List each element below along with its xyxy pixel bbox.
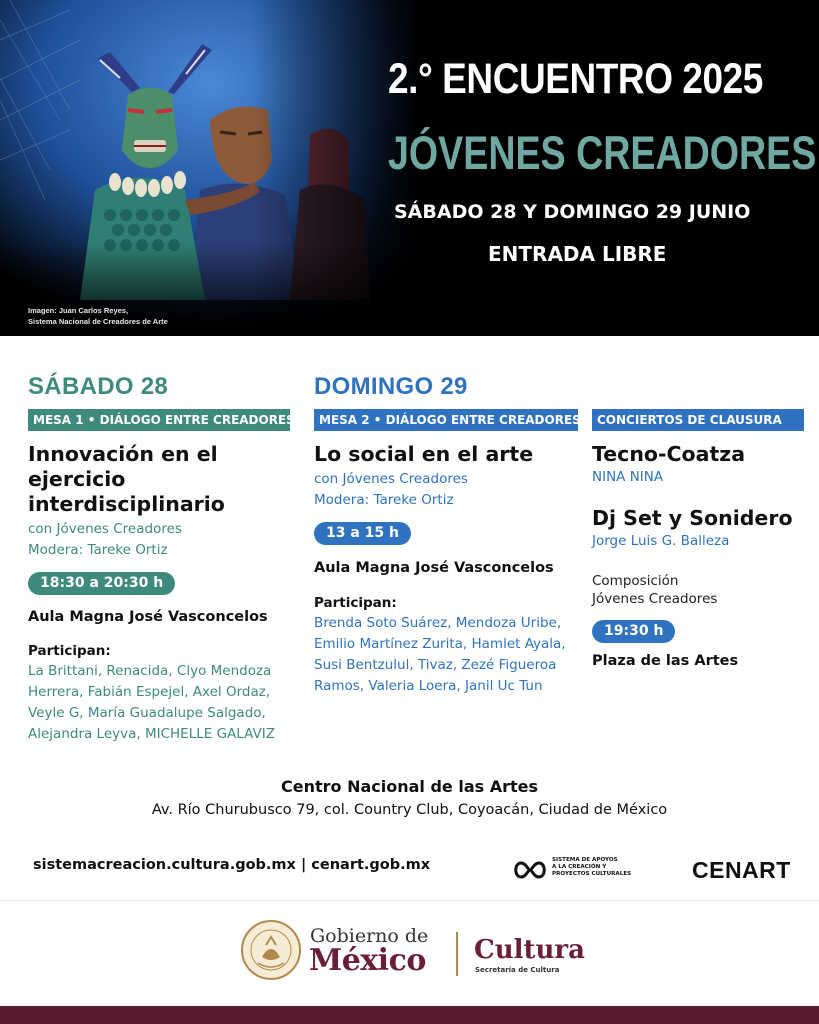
- event-title: 2.° ENCUENTRO 2025: [388, 55, 763, 103]
- session-title: Lo social en el arte: [314, 442, 534, 466]
- entry-note: ENTRADA LIBRE: [488, 242, 667, 266]
- saturday-column: [28, 372, 295, 745]
- session-moderator: Modera: Tareke Ortiz: [28, 542, 168, 558]
- cenart-logo: CENART: [692, 857, 791, 883]
- participants-line: Herrera, Fabián Espejel, Axel Ordaz,: [28, 684, 271, 700]
- time-badge: 13 a 15 h: [314, 522, 411, 545]
- participants-label: Participan:: [28, 643, 111, 659]
- concert-artist: Jorge Luis G. Balleza: [592, 533, 730, 549]
- hero-photo: [0, 0, 420, 336]
- sistema-line: A LA CREACIÓN Y: [552, 864, 607, 870]
- sunday-column: [314, 372, 581, 697]
- participants-line: Emilio Martínez Zurita, Hamlet Ayala,: [314, 636, 566, 652]
- composition-line: Jóvenes Creadores: [592, 591, 718, 607]
- sistema-logo: [512, 856, 662, 884]
- composition-line: Composición: [592, 573, 679, 589]
- session-venue: Aula Magna José Vasconcelos: [314, 560, 554, 576]
- sistema-line: SISTEMA DE APOYOS: [552, 857, 618, 863]
- location-address: Av. Río Churubusco 79, col. Country Club, Coyoacán, Ciudad de México: [151, 802, 668, 818]
- participants-line: Alejandra Leyva, MICHELLE GALAVIZ: [28, 726, 275, 742]
- mexico-label: México: [309, 943, 426, 978]
- participants-line: Susi Bentzulul, Tivaz, Zezé Figueroa: [314, 657, 557, 673]
- mexico-seal-icon: [240, 919, 302, 981]
- participants-label: Participan:: [314, 595, 397, 611]
- event-dates: SÁBADO 28 Y DOMINGO 29 JUNIO: [394, 201, 751, 223]
- session-title: [28, 442, 290, 517]
- session-tag: MESA 1 • DIÁLOGO ENTRE CREADORES: [28, 409, 290, 431]
- photo-credit-line: Imagen: Juan Carlos Reyes,: [28, 306, 129, 315]
- closing-column: [592, 372, 804, 671]
- participants-list: [314, 613, 578, 697]
- time-badge: 19:30 h: [592, 620, 675, 643]
- composition-credit: [592, 572, 804, 608]
- session-title-line: ejercicio: [28, 467, 126, 491]
- participants-line: La Brittani, Renacida, Clyo Mendoza: [28, 663, 272, 679]
- participants-line: Brenda Soto Suárez, Mendoza Uribe,: [314, 615, 562, 631]
- session-venue: Aula Magna José Vasconcelos: [28, 609, 268, 625]
- cultura-label: Cultura: [474, 935, 585, 965]
- logo-divider: [456, 932, 458, 976]
- photo-credit: [28, 305, 168, 327]
- session-title-line: Innovación en el: [28, 442, 218, 466]
- session-with: con Jóvenes Creadores: [314, 471, 468, 487]
- time-badge: 18:30 a 20:30 h: [28, 572, 175, 595]
- sistema-line: PROYECTOS CULTURALES: [552, 871, 632, 877]
- participants-line: Ramos, Valeria Loera, Janil Uc Tun: [314, 678, 543, 694]
- session-title-line: interdisciplinario: [28, 492, 225, 516]
- day-heading: SÁBADO 28: [28, 373, 169, 400]
- concert-title: Dj Set y Sonidero: [592, 506, 793, 530]
- gobierno-label: Gobierno de: [310, 925, 429, 947]
- concert-venue: Plaza de las Artes: [592, 653, 739, 669]
- infinity-icon: [512, 860, 548, 880]
- location-name: Centro Nacional de las Artes: [280, 777, 539, 796]
- session-with: con Jóvenes Creadores: [28, 521, 182, 537]
- sistema-text: [552, 857, 631, 878]
- session-tag: MESA 2 • DIÁLOGO ENTRE CREADORES: [314, 409, 578, 431]
- hero-banner: [0, 0, 819, 336]
- participants-list: [28, 661, 290, 745]
- concert-artist: NINA NINA: [592, 469, 664, 485]
- concert-title: Tecno-Coatza: [592, 442, 746, 466]
- photo-credit-line: Sistema Nacional de Creadores de Arte: [28, 317, 168, 326]
- session-moderator: Modera: Tareke Ortiz: [314, 492, 454, 508]
- bottom-bar: [0, 1006, 819, 1024]
- websites-link[interactable]: sistemacreacion.cultura.gob.mx | cenart.gob.mx: [33, 857, 431, 873]
- participants-line: Veyle G, María Guadalupe Salgado,: [28, 705, 266, 721]
- event-subtitle: JÓVENES CREADORES: [388, 126, 817, 179]
- day-heading: DOMINGO 29: [314, 373, 468, 400]
- session-tag: CONCIERTOS DE CLAUSURA: [592, 409, 804, 431]
- cultura-subtitle: Secretaría de Cultura: [475, 966, 560, 974]
